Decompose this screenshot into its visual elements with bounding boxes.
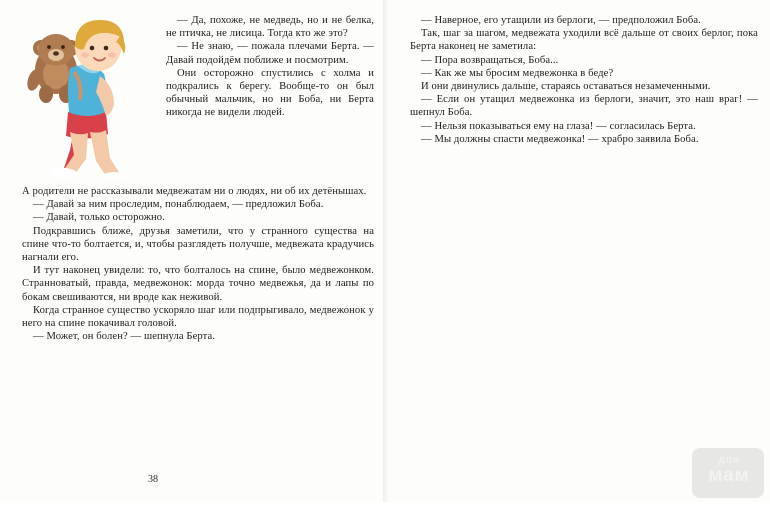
boy-carrying-teddy-bear-backpack-illustration [8, 8, 160, 178]
paragraph: А родители не рассказывали медвежатам ни о людях, ни об их детёнышах. [22, 186, 367, 197]
paragraph: Когда странное существо ускоряло шаг или подпрыгивало, медвежонок у него на спине покачивал головой. [22, 304, 374, 330]
paragraph: И они двинулись дальше, стараясь оставаться незамеченными. [421, 81, 711, 93]
right-page [388, 0, 770, 502]
paragraph: И тут наконец увидели: то, что болталось на спине, было медвежонком. Странноватый, правда, медвежонок: морда точно медвежья, да и лапы по бокам свешиваются, ни вроде как неживой. [22, 265, 374, 303]
paragraph: — Пора возвращаться, Боба... [421, 54, 559, 66]
paragraph: — Наверное, его утащили из берлоги, — предположил Боба. [421, 15, 701, 26]
watermark-dlya-mam [698, 454, 760, 494]
paragraph: — Давай за ним проследим, понаблюдаем, — предложил Боба. [33, 199, 324, 211]
left-page-top-column [166, 14, 374, 120]
paragraph: — Да, похоже, не медведь, но и не белка, не птичка, не лисица. Тогда кто же это? [166, 15, 374, 40]
paragraph: — Давай, только осторожно. [33, 212, 165, 224]
paragraph: — Может, он болен? — шепнула Берта. [33, 331, 216, 343]
boy-figure [51, 20, 127, 178]
paragraph: Подкравшись ближе, друзья заметили, что у странного существа на спине что-то болтается, и, чтобы разглядеть получше, медвежата крадучись нагнали его. [22, 225, 374, 264]
paragraph: — Мы должны спасти медвежонка! — храбро заявила Боба. [421, 133, 699, 145]
watermark-line-1: для [718, 454, 740, 466]
paragraph: Так, шаг за шагом, медвежата уходили всё дальше от своих берлог, пока Берта наконец не заметила: [410, 28, 758, 53]
right-page-main-column [410, 14, 758, 146]
paragraph: Они осторожно спустились с холма и подкрались к берегу. Вообще-то он был обычный мальчик, но ни Боба, ни Берта никогда не видели людей. [166, 67, 374, 119]
left-page-main-column [22, 185, 374, 343]
page-number: 38 [148, 474, 158, 485]
paragraph: — Как же мы бросим медвежонка в беде? [421, 67, 614, 79]
teddy-bear-figure [25, 34, 87, 103]
watermark-line-2: мам [708, 465, 750, 486]
paragraph: — Не знаю, — пожала плечами Берта. — Давай подойдём поближе и посмотрим. [166, 41, 374, 66]
paragraph: — Если он утащил медвежонка из берлоги, значит, это наш враг! — шепнул Боба. [410, 94, 758, 119]
paragraph: — Нельзя показываться ему на глаза! — согласилась Берта. [421, 120, 696, 132]
